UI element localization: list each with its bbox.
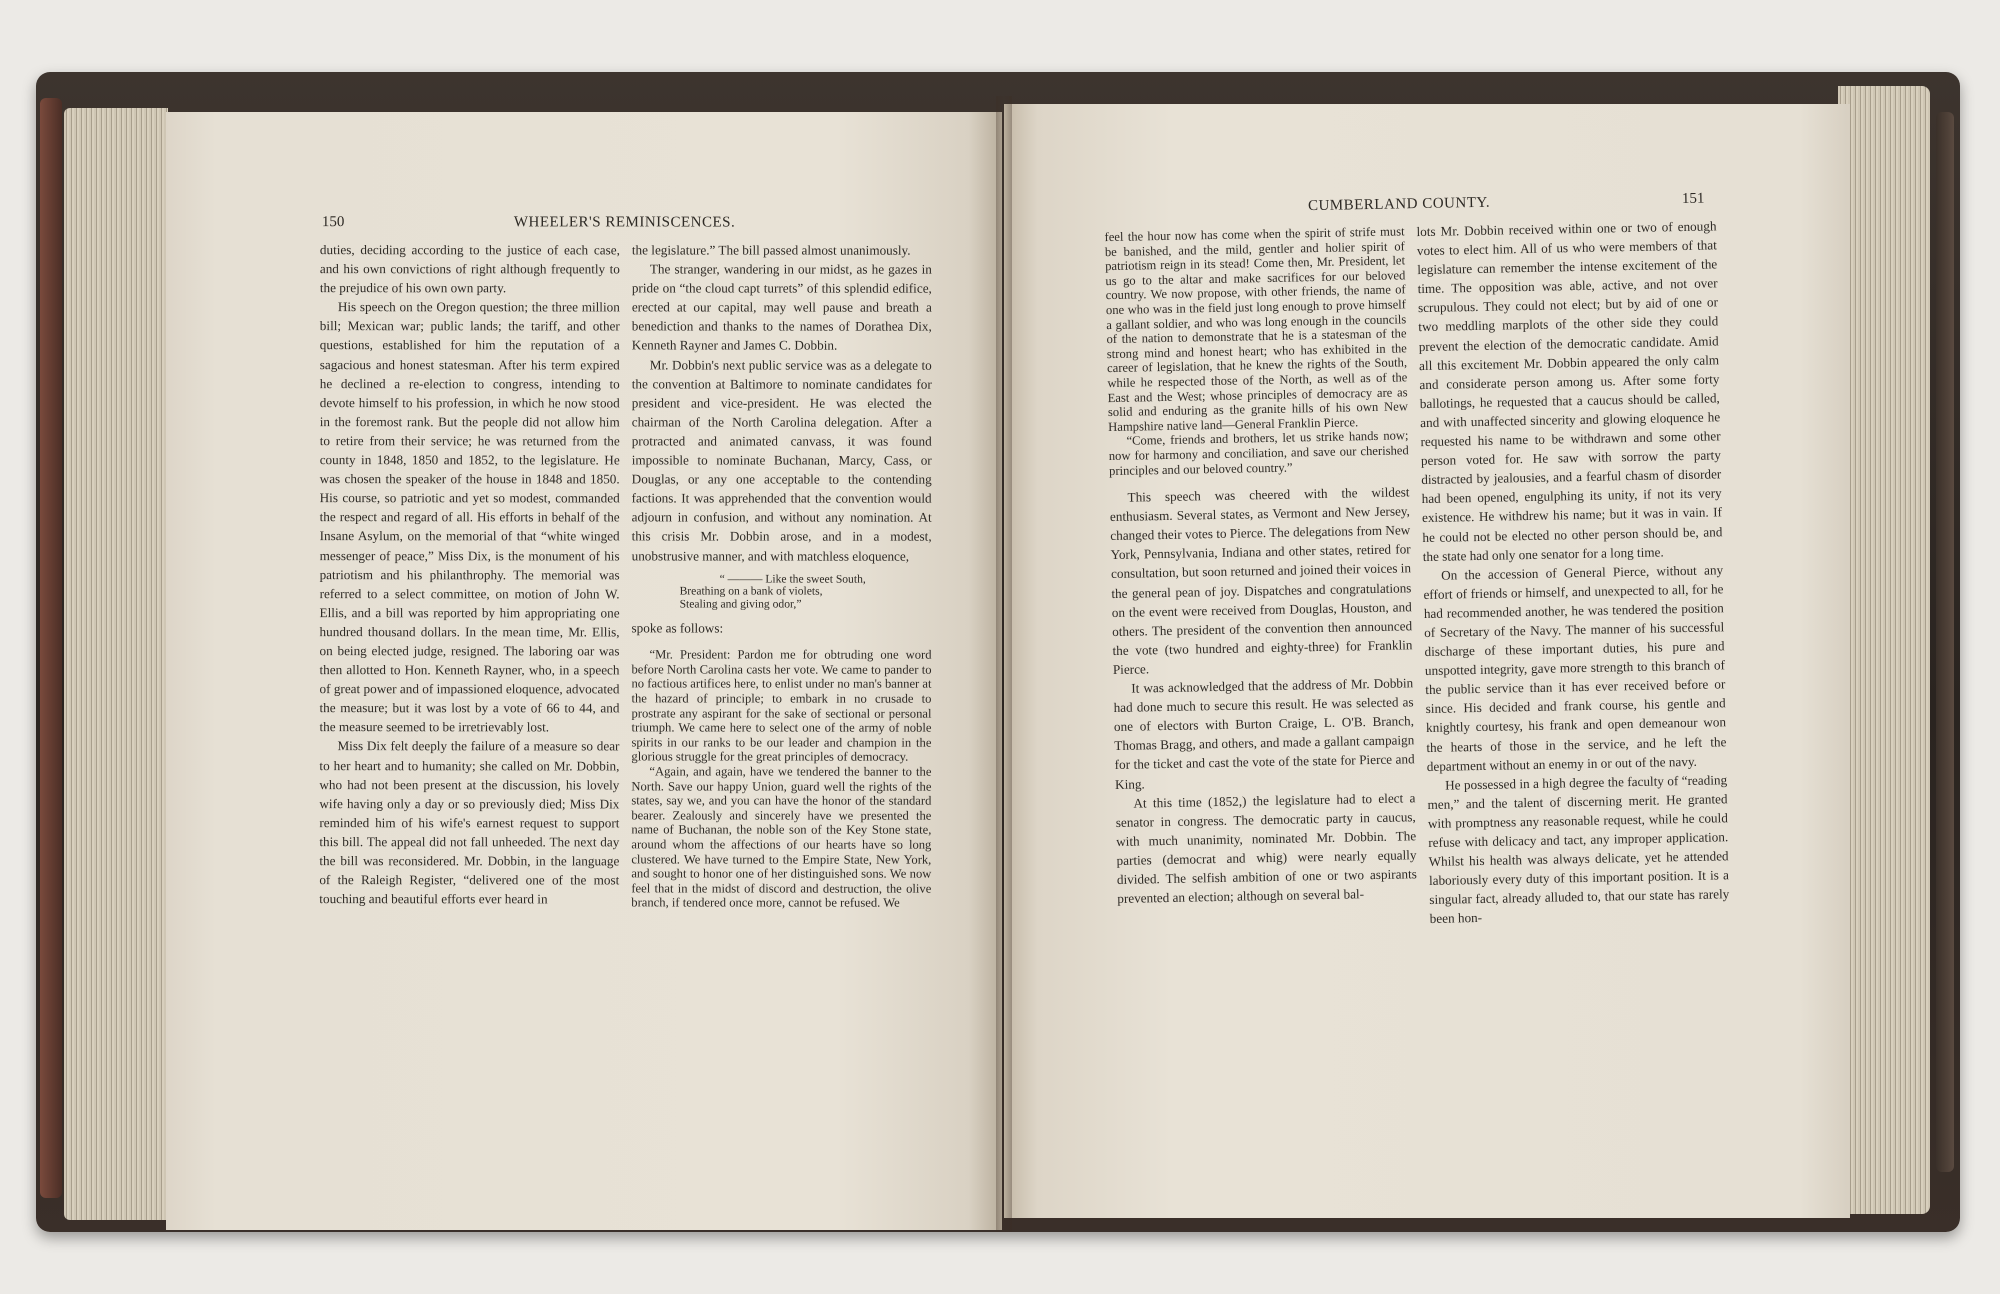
left-page-column-1	[319, 240, 620, 909]
speech-paragraph: “Mr. President: Pardon me for obtruding one word before North Carolina casts her vote. We came to pander to no factious artifices here, to enlist under no man's banner at the hazard of principle; to embark in no crusade to prostrate any aspirant for the sake of sectional or personal triumph. We came here to select one of the army of noble spirits in our ranks to be our leader and champion in the glorious struggle for the great principles of democracy.	[631, 647, 932, 764]
paragraph: The stranger, wandering in our midst, as he gazes in pride on “the cloud capt turrets” of this splendid edifice, erected at our capital, may well pause and breath a benediction and thanks to the names of Dorathea Dix, Kenneth Rayner and James C. Dobbin.	[631, 261, 932, 354]
paragraph: It was acknowledged that the address of Mr. Dobbin had done much to secure this result. He was selected as one of electors with Burton Craige, L. O'B. Branch, Thomas Bragg, and others, and made a gallant campaign for the ticket and cast the vote of the state for Pierce and King.	[1113, 675, 1415, 792]
paragraph: Miss Dix felt deeply the failure of a measure so dear to her heart and to humanity; she called on Mr. Dobbin, who had not been present at the discussion, his lovely wife having only a day or so previously died; Miss Dix reminded him of his wife's earnest request to support this bill. The appeal did not fall unheeded. The next day the bill was reconsidered. Mr. Dobbin, in the language of the Raleigh Register, “delivered one of the most touching and beautiful efforts ever heard in	[319, 738, 620, 907]
paragraph: His speech on the Oregon question; the three million bill; Mexican war; public lands; the tariff, and other questions, established for him the reputation of a sagacious and honest statesman. After his term expired he declined a re-election to congress, intending to devote himself to his profession, in which he now stood in the foremost rank. But the people did not allow him to retire from their service; he was returned from the county in 1848, 1850 and 1852, to the legislature. He was chosen the speaker of the house in 1848 and 1850. His course, so patriotic and yet so modest, commanded the respect and regard of all. His efforts in behalf of the Insane Asylum, on the memorial of that “white winged messenger of peace,” Miss Dix, is the monument of his patriotism and his philanthrophy. The memorial was referred to a select committee, on motion of John W. Ellis, and a bill was reported by him appropriating one hundred thousand dollars. In the mean time, Mr. Ellis, on being elected judge, resigned. The laboring oar was then allotted to Hon. Kenneth Rayner, who, in a speech of great power and of impassioned eloquence, advocated the measure; but it was lost by a vote of 66 to 44, and the measure seemed to be irretrievably lost.	[319, 299, 620, 735]
running-head-left: WHEELER'S REMINISCENCES.	[513, 214, 736, 231]
paragraph: This speech was cheered with the wildest enthusiasm. Several states, as Vermont and New Jersey, changed their votes to Pierce. The delegations from New York, Pennsylvania, Indiana and other states, retired for consultation, but soon returned and joined their voices in the general pean of joy. Dispatches and congratulations on the event were received from Douglas, Houston, and others. The president of the convention then announced the vote (two hundred and eighty-three) for Franklin Pierce.	[1109, 484, 1413, 677]
left-page	[166, 112, 1002, 1230]
book-gutter	[996, 96, 1012, 1232]
left-page-edges	[64, 108, 168, 1220]
right-page-column-2	[1416, 216, 1730, 928]
verse-quote	[680, 573, 932, 611]
speech-paragraph: feel the hour now has come when the spirit of strife must be banished, and the mild, gentler and holier spirit of patriotism reign in its stead! Come then, Mr. President, let us go to the altar and make sacrifices for our beloved country. We now propose, with other friends, the name of one who was in the field just long enough to prove himself a gallant soldier, and who was long enough in the councils of the nation to demonstrate that he is a statesman of the strong mind and honest heart; who has exhibited in the career of legislation, that he knew the rights of the South, while he respected those of the North, as well as of the East and the West; whose principles of democracy are as solid and enduring as the granite hills of his own New Hampshire native land—General Franklin Pierce.	[1104, 224, 1409, 434]
speech-paragraph: “Come, friends and brothers, let us strike hands now; now for harmony and conciliation, and save our cherished principles and our beloved country.”	[1108, 428, 1409, 478]
right-page-edges	[1838, 86, 1930, 1214]
paragraph: At this time (1852,) the legislature had to elect a senator in congress. The democratic party in caucus, with much unanimity, nominated Mr. Dobbin. The parties (democrat and whig) were nearly equally divided. The selfish ambition of one or two aspirants prevented an election; although on several bal-	[1115, 789, 1417, 907]
right-page	[1004, 104, 1850, 1218]
verse-line: Stealing and giving odor,”	[679, 597, 802, 611]
paragraph: Mr. Dobbin's next public service was as a delegate to the convention at Baltimore to nominate candidates for president and vice-president. He was elected the chairman of the North Carolina delegation. After a protracted and animated canvass, it was found impossible to nominate Buchanan, Marcy, Cass, or Douglas, or any one acceptable to the contending factions. It was apprehended that the convention would adjourn in confusion, and without any nomination. At this crisis Mr. Dobbin arose, and in a modest, unobstrusive manner, and with matchless eloquence,	[631, 356, 932, 564]
right-page-column-1	[1104, 224, 1417, 908]
verse-line: Breathing on a bank of violets,	[679, 584, 823, 598]
left-page-column-2	[631, 240, 932, 910]
page-number-left: 150	[321, 214, 345, 231]
running-head-right: CUMBERLAND COUNTY.	[1307, 194, 1491, 215]
paragraph: spoke as follows:	[631, 620, 724, 636]
verse-line: “ ——— Like the sweet South,	[719, 572, 866, 586]
paragraph: duties, deciding according to the justice of each case, and his own convictions of right although frequently to the prejudice of his own own party.	[319, 242, 620, 296]
page-number-right: 151	[1681, 190, 1705, 208]
paragraph: On the accession of General Pierce, without any effort of friends or himself, and unexpected to all, for he had recommended another, he was tendered the position of Secretary of the Navy. The manner of his successful discharge of these important duties, his pure and unspotted integrity, gave more strength to this branch of the public service than it has ever received before or since. His decided and frank course, his gentle and knightly courtesy, his frank and open demeanour won the hearts of those in the service, and he left the department without an enemy in or out of the navy.	[1423, 561, 1727, 774]
paragraph: He possessed in a high degree the faculty of “reading men,” and the talent of discerning merit. He granted with promptness any reasonable request, while he could refuse with delicacy and tact, any improper application. Whilst his health was always delicate, yet he attended laboriously every duty of this important position. It is a singular fact, already alluded to, that our state has rarely been hon-	[1427, 771, 1730, 927]
speech-paragraph: “Again, and again, have we tendered the banner to the North. Save our happy Union, guard well the rights of the states, say we, and you can have the honor of the standard bearer. Zealously and sincerely have we presented the name of Buchanan, the noble son of the Key Stone state, around whom the affections of our hearts have so long clustered. We have turned to the Empire State, New York, and sought to honor one of her distinguished sons. We now feel that in the midst of discord and destruction, the olive branch, if tendered once more, cannot be refused. We	[631, 764, 932, 910]
paragraph: lots Mr. Dobbin received within one or two of enough votes to elect him. All of us who were members of that legislature can remember the intense excitement of the time. The opposition was able, active, and not over scrupulous. They could not elect; but by aid of one or two meddling marplots of the other side they could prevent the election of the democratic candidate. Amid all this excitement Mr. Dobbin appeared the only calm and considerate person among us. After some forty ballotings, he requested that a caucus should be called, and with unaffected sincerity and glowing eloquence he requested his name to be withdrawn and some other person voted for. He saw with sorrow the party distracted by jealousies, and a fearful chasm of disorder had been opened, engulphing its unity, if not its very existence. He withdrew his name; but it was in vain. If he could not be elected no other person should be, and the state had only one senator for a long time.	[1416, 218, 1723, 564]
paragraph: the legislature.” The bill passed almost unanimously.	[631, 242, 911, 258]
